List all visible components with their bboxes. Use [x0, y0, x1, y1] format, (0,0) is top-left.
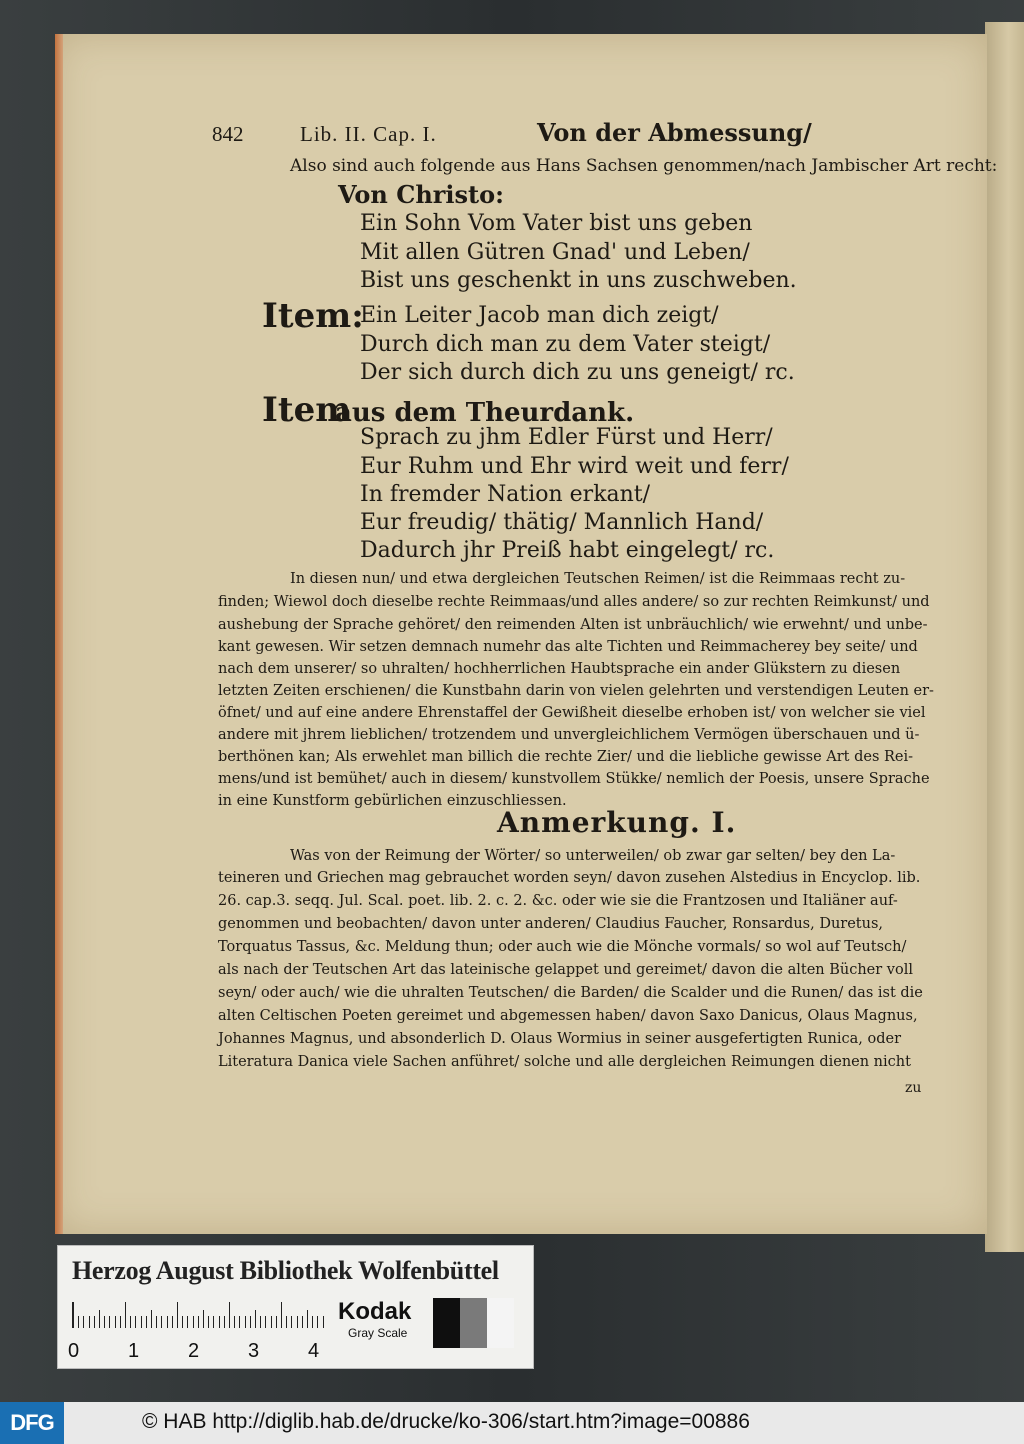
ruler-number: 2 — [188, 1340, 200, 1362]
annotation-line: teineren und Griechen mag gebrauchet worden seyn/ davon zusehen Alstedius in Encyclop. lib. — [218, 870, 921, 886]
ruler-tick — [135, 1316, 136, 1328]
paragraph-line: berthönen kan; Als erwehlet man billich die rechte Zier/ und die liebliche gewisse Art des Rei- — [218, 749, 914, 765]
catchword: zu — [905, 1080, 922, 1096]
ruler-tick — [172, 1316, 173, 1328]
ruler-tick — [245, 1316, 246, 1328]
item-label: Item — [262, 390, 352, 430]
item-label: Item: — [262, 296, 364, 336]
page-edge — [55, 34, 63, 1234]
verse-line: Sprach zu jhm Edler Fürst und Herr/ — [360, 425, 773, 450]
facing-page-edge — [985, 22, 1024, 1252]
ruler-tick — [239, 1316, 240, 1328]
ruler-tick — [234, 1316, 235, 1328]
paragraph-line: finden; Wiewol doch dieselbe rechte Reimmaas/und alles andere/ so zur rechten Reimkunst/ und — [218, 594, 930, 610]
ruler-number: 0 — [68, 1340, 80, 1362]
ruler-tick — [99, 1310, 100, 1328]
gray-swatch-mid — [460, 1298, 487, 1348]
ruler-tick — [260, 1316, 261, 1328]
ruler-tick — [250, 1316, 251, 1328]
verse-line: In fremder Nation erkant/ — [360, 482, 651, 507]
ruler-tick — [187, 1316, 188, 1328]
ruler-tick — [130, 1316, 131, 1328]
annotation-line: Was von der Reimung der Wörter/ so unterweilen/ ob zwar gar selten/ bey den La- — [290, 848, 896, 864]
annotation-line: genommen und beobachten/ davon unter anderen/ Claudius Faucher, Ronsardus, Duretus, — [218, 916, 884, 932]
ruler-tick — [307, 1310, 308, 1328]
gray-swatch-black — [433, 1298, 460, 1348]
annotation-line: seyn/ oder auch/ wie die uhralten Teutschen/ die Barden/ die Scalder und die Runen/ das ist die — [218, 985, 923, 1001]
ruler-tick — [302, 1316, 303, 1328]
paragraph-line: mens/und ist bemühet/ auch in diesem/ kunstvollem Stükke/ nemlich der Poesis, unsere Sprache — [218, 771, 930, 787]
ruler — [72, 1302, 323, 1328]
intro-line: Also sind auch folgende aus Hans Sachsen genommen/nach Jambischer Art recht: — [290, 156, 998, 176]
paragraph-line: öfnet/ und auf eine andere Ehrenstaffel der Gewißheit dieselbe erhoben ist/ von welcher sie viel — [218, 705, 926, 721]
ruler-tick — [297, 1316, 298, 1328]
paragraph-line: aushebung der Sprache gehöret/ den reimenden Alten ist unbräuchlich/ wie erwehnt/ und unbe- — [218, 617, 928, 633]
ruler-tick — [89, 1316, 90, 1328]
ruler-tick — [115, 1316, 116, 1328]
ruler-tick — [146, 1316, 147, 1328]
ruler-tick — [291, 1316, 292, 1328]
annotation-line: Johannes Magnus, und absonderlich D. Olaus Wormius in seiner ausgefertigten Runica, oder — [218, 1031, 902, 1047]
library-name: Herzog August Bibliothek Wolfenbüttel — [72, 1256, 499, 1285]
ruler-tick — [219, 1316, 220, 1328]
ruler-tick — [167, 1316, 168, 1328]
ruler-tick — [193, 1316, 194, 1328]
page-number: 842 — [212, 122, 244, 146]
paragraph-line: andere mit jhrem lieblichen/ trotzendem und unvergleichlichem Vermögen überschauen und ü- — [218, 727, 920, 743]
ruler-tick — [265, 1316, 266, 1328]
ruler-tick — [224, 1316, 225, 1328]
ruler-tick — [229, 1302, 230, 1328]
ruler-tick — [156, 1316, 157, 1328]
annotation-title: Anmerkung. I. — [497, 806, 737, 839]
ruler-number: 1 — [128, 1340, 140, 1362]
ruler-tick — [151, 1310, 152, 1328]
ruler-number: 4 — [308, 1340, 320, 1362]
item-source: aus dem Theurdank. — [335, 398, 635, 428]
ruler-tick — [141, 1316, 142, 1328]
ruler-tick — [78, 1316, 79, 1328]
scale-card — [57, 1245, 534, 1369]
ruler-tick — [208, 1316, 209, 1328]
ruler-tick — [276, 1316, 277, 1328]
ruler-tick — [281, 1302, 282, 1328]
ruler-tick — [94, 1316, 95, 1328]
ruler-tick — [109, 1316, 110, 1328]
dfg-logo: DFG — [0, 1402, 64, 1444]
ruler-tick — [198, 1316, 199, 1328]
running-title: Von der Abmessung/ — [537, 118, 812, 147]
verse-line: Durch dich man zu dem Vater steigt/ — [360, 332, 771, 357]
ruler-tick — [323, 1316, 324, 1328]
paragraph-line: kant gewesen. Wir setzen demnach numehr das alte Tichten und Reimmacherey bey seite/ und — [218, 639, 918, 655]
copyright-url: © HAB http://diglib.hab.de/drucke/ko-306/start.htm?image=00886 — [142, 1410, 750, 1433]
ruler-tick — [125, 1302, 126, 1328]
ruler-tick — [83, 1316, 84, 1328]
verse-line: Dadurch jhr Preiß habt eingelegt/ rc. — [360, 538, 775, 563]
ruler-tick — [182, 1316, 183, 1328]
ruler-tick — [73, 1302, 74, 1328]
verse-line: Der sich durch dich zu uns geneigt/ rc. — [360, 360, 795, 385]
verse-line: Ein Sohn Vom Vater bist uns geben — [360, 211, 753, 236]
ruler-tick — [120, 1316, 121, 1328]
grayscale-label: Gray Scale — [348, 1326, 408, 1340]
ruler-tick — [177, 1302, 178, 1328]
ruler-tick — [104, 1316, 105, 1328]
verse-line: Ein Leiter Jacob man dich zeigt/ — [360, 303, 719, 328]
annotation-line: Torquatus Tassus, &c. Meldung thun; oder auch wie die Mönche vormals/ so wol auf Teutsch/ — [218, 939, 907, 955]
gray-swatch-white — [487, 1298, 514, 1348]
verse-line: Eur freudig/ thätig/ Mannlich Hand/ — [360, 510, 764, 535]
ruler-tick — [203, 1310, 204, 1328]
annotation-line: 26. cap.3. seqq. Jul. Scal. poet. lib. 2. c. 2. &c. oder wie sie die Frantzosen und Italiäner auf- — [218, 893, 898, 909]
kodak-logo: Kodak — [338, 1298, 412, 1325]
paragraph-line: letzten Zeiten erschienen/ die Kunstbahn darin von vielen gelehrten und verstendigen Leuten er- — [218, 683, 934, 699]
ruler-tick — [213, 1316, 214, 1328]
ruler-tick — [271, 1316, 272, 1328]
ruler-tick — [317, 1316, 318, 1328]
paragraph-line: nach dem unserer/ so uhralten/ hochherrlichen Haubtsprache ein ander Glükstern zu diesen — [218, 661, 901, 677]
verse-line: Mit allen Gütren Gnad' und Leben/ — [360, 240, 750, 265]
ruler-tick — [312, 1316, 313, 1328]
annotation-line: Literatura Danica viele Sachen anführet/ solche und alle dergleichen Reimungen dienen nicht — [218, 1054, 911, 1070]
book-chapter: Lib. II. Cap. I. — [300, 122, 437, 146]
ruler-tick — [161, 1316, 162, 1328]
annotation-line: als nach der Teutschen Art das lateinische gelappet und gereimet/ davon die alten Bücher voll — [218, 962, 913, 978]
ruler-number: 3 — [248, 1340, 260, 1362]
paragraph-line: In diesen nun/ und etwa dergleichen Teutschen Reimen/ ist die Reimmaas recht zu- — [290, 571, 906, 587]
paragraph-line: in eine Kunstform gebürlichen einzuschliessen. — [218, 793, 567, 809]
section-heading: Von Christo: — [338, 180, 505, 209]
verse-line: Bist uns geschenkt in uns zuschweben. — [360, 268, 797, 293]
verse-line: Eur Ruhm und Ehr wird weit und ferr/ — [360, 454, 789, 479]
annotation-line: alten Celtischen Poeten gereimet und abgemessen haben/ davon Saxo Danicus, Olaus Magnus, — [218, 1008, 918, 1024]
ruler-tick — [255, 1310, 256, 1328]
ruler-tick — [286, 1316, 287, 1328]
